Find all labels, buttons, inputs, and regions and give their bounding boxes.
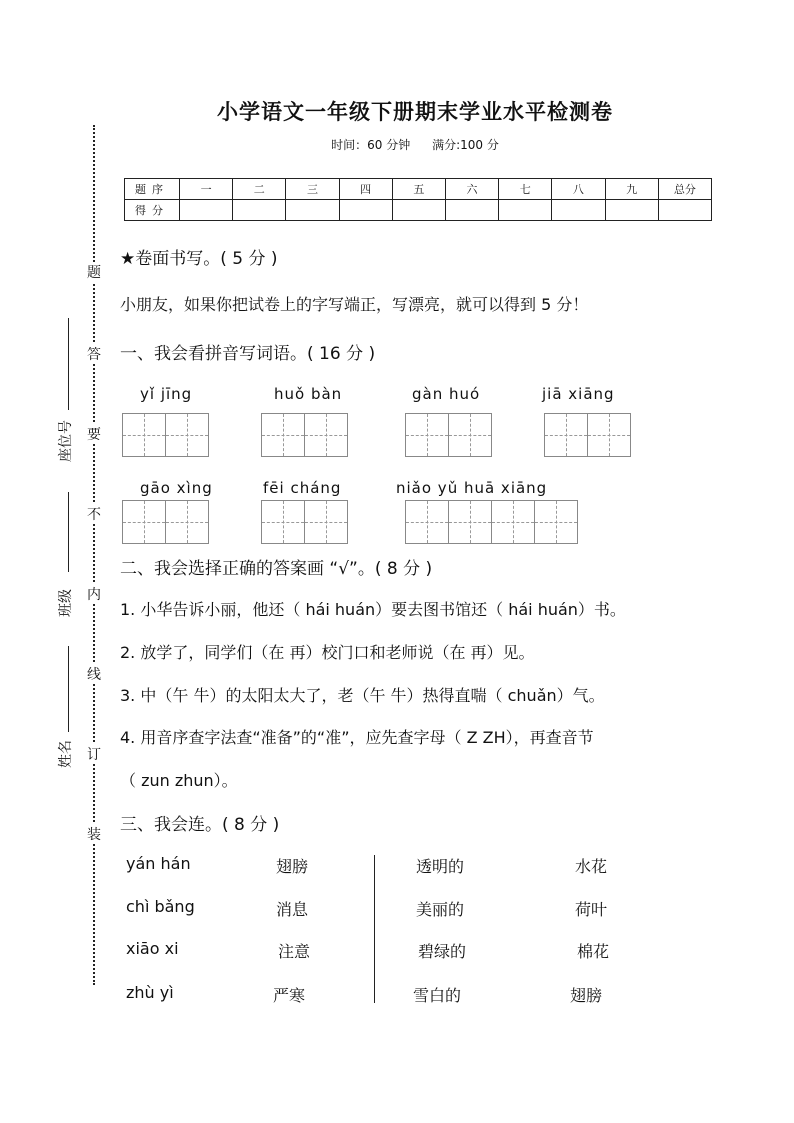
handwriting-heading: ★卷面书写。( 5 分 ) [120, 249, 278, 269]
section1-heading: 一、我会看拼音写词语。( 16 分 ) [120, 344, 376, 364]
table-cell: 八 [552, 179, 605, 200]
pinyin-prompt: niǎo yǔ huā xiāng [396, 479, 548, 497]
match-pinyin[interactable]: xiāo xi [126, 939, 179, 958]
match-noun[interactable]: 棉花 [577, 942, 610, 961]
writing-grid[interactable] [122, 500, 209, 544]
match-adjective[interactable]: 美丽的 [416, 900, 465, 919]
class-label: 班级 [58, 589, 74, 617]
score-input-cell[interactable] [180, 200, 233, 221]
seat-number-field[interactable] [68, 318, 69, 410]
writing-grid[interactable] [405, 500, 578, 544]
pinyin-prompt: jiā xiāng [542, 385, 615, 403]
full-score: 满分:100 分 [432, 138, 499, 152]
binding-char: 答 [86, 344, 102, 364]
match-word[interactable]: 注意 [278, 942, 311, 961]
table-cell: 题序 [125, 179, 180, 200]
match-pinyin[interactable]: chì bǎng [126, 897, 195, 916]
match-noun[interactable]: 荷叶 [575, 900, 608, 919]
table-cell: 四 [339, 179, 392, 200]
pinyin-prompt: huǒ bàn [274, 385, 343, 403]
pinyin-prompt: yǐ jīng [140, 385, 193, 403]
score-input-cell[interactable] [445, 200, 498, 221]
handwriting-text: 小朋友，如果你把试卷上的字写端正，写漂亮，就可以得到 5 分！ [120, 295, 589, 314]
writing-grid[interactable] [261, 413, 348, 457]
match-noun[interactable]: 水花 [575, 857, 608, 876]
score-table-header-row [125, 179, 712, 200]
match-word[interactable]: 严寒 [273, 986, 306, 1005]
class-field[interactable] [68, 492, 69, 572]
binding-char: 装 [86, 824, 102, 844]
table-cell: 五 [392, 179, 445, 200]
score-input-cell[interactable] [499, 200, 552, 221]
table-cell: 总分 [658, 179, 711, 200]
pinyin-prompt: gàn huó [412, 385, 481, 403]
writing-grid[interactable] [405, 413, 492, 457]
table-cell: 三 [286, 179, 339, 200]
section2-heading: 二、我会选择正确的答案画 “√”。( 8 分 ) [120, 559, 433, 579]
score-input-cell[interactable] [658, 200, 711, 221]
name-field[interactable] [68, 646, 69, 732]
exam-title: 小学语文一年级下册期末学业水平检测卷 [217, 99, 613, 124]
pinyin-prompt: gāo xìng [140, 479, 213, 497]
exam-subtitle [0, 136, 794, 153]
table-cell: 九 [605, 179, 658, 200]
match-pinyin[interactable]: yán hán [126, 854, 191, 873]
binding-char: 内 [86, 584, 102, 604]
binding-dotted-line [93, 125, 95, 985]
score-input-cell[interactable] [552, 200, 605, 221]
table-cell: 得分 [125, 200, 180, 221]
pinyin-prompt: fēi cháng [263, 479, 342, 497]
score-input-cell[interactable] [339, 200, 392, 221]
table-cell: 一 [180, 179, 233, 200]
score-table [124, 178, 712, 221]
score-input-cell[interactable] [233, 200, 286, 221]
table-cell: 二 [233, 179, 286, 200]
score-input-cell[interactable] [605, 200, 658, 221]
match-divider [374, 855, 375, 1003]
section3-heading: 三、我会连。( 8 分 ) [120, 815, 280, 835]
question-1: 1. 小华告诉小丽，他还（ hái huán）要去图书馆还（ hái huán）书。 [120, 600, 626, 619]
writing-grid[interactable] [261, 500, 348, 544]
writing-grid[interactable] [122, 413, 209, 457]
question-2: 2. 放学了，同学们（在 再）校门口和老师说（在 再）见。 [120, 643, 535, 662]
match-word[interactable]: 消息 [276, 900, 309, 919]
question-4-continued: （ zun zhun）。 [120, 771, 238, 790]
binding-char: 要 [86, 424, 102, 444]
match-adjective[interactable]: 透明的 [416, 857, 465, 876]
writing-grid[interactable] [544, 413, 631, 457]
binding-char: 不 [86, 504, 102, 524]
name-label: 姓名 [58, 740, 74, 768]
time-limit: 时间：60 分钟 [331, 138, 411, 152]
match-noun[interactable]: 翅膀 [570, 986, 603, 1005]
score-input-cell[interactable] [392, 200, 445, 221]
match-adjective[interactable]: 碧绿的 [418, 942, 467, 961]
table-cell: 六 [445, 179, 498, 200]
match-pinyin[interactable]: zhù yì [126, 983, 174, 1002]
binding-char: 题 [86, 262, 102, 282]
table-cell: 七 [499, 179, 552, 200]
match-adjective[interactable]: 雪白的 [413, 986, 462, 1005]
binding-char: 订 [86, 744, 102, 764]
score-table-score-row [125, 200, 712, 221]
binding-char: 线 [86, 664, 102, 684]
score-input-cell[interactable] [286, 200, 339, 221]
question-3: 3. 中（午 牛）的太阳太大了，老（午 牛）热得直喘（ chuǎn）气。 [120, 686, 605, 705]
seat-number-label: 座位号 [58, 420, 74, 462]
question-4: 4. 用音序查字法查“准备”的“准”，应先查字母（ Z ZH），再查音节 [120, 728, 594, 747]
match-word[interactable]: 翅膀 [276, 857, 309, 876]
